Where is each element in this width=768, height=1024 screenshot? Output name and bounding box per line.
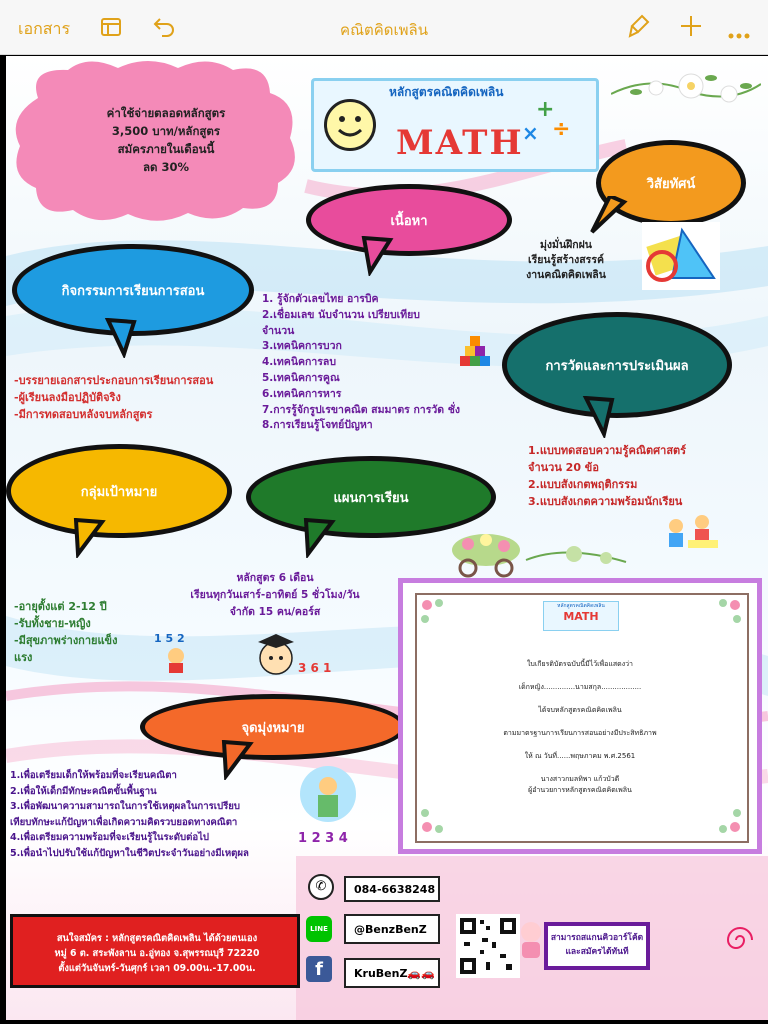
- corner-flower-icon: [417, 797, 457, 837]
- math-symbols-icon: ÷: [552, 117, 571, 142]
- math-banner: [311, 78, 599, 172]
- child-writing-icon: [296, 762, 360, 848]
- corner-flower-icon: [705, 595, 745, 635]
- activities-bubble-tail: [104, 318, 144, 358]
- plan-bubble-tail: [302, 518, 342, 558]
- banner-math-word: MATH: [396, 123, 524, 163]
- corner-flower-icon: [417, 595, 457, 635]
- goals-header: จุดมุ่งหมาย: [241, 720, 305, 736]
- document-canvas: [6, 56, 768, 1020]
- certificate-frame: [398, 578, 762, 854]
- add-icon[interactable]: [680, 15, 702, 41]
- target-bubble-tail: [72, 518, 112, 558]
- flower-decoration: [611, 64, 761, 114]
- evaluation-bubble-tail: [582, 396, 622, 438]
- graduate-cartoon-icon: [252, 622, 344, 684]
- svg-text:3 6 1: 3 6 1: [298, 661, 332, 675]
- content-bubble: [306, 184, 512, 256]
- corner-flower-icon: [705, 797, 745, 837]
- plan-header: แผนการเรียน: [333, 490, 409, 506]
- svg-text:1 2 3 4: 1 2 3 4: [298, 831, 348, 846]
- banner-title: หลักสูตรคณิตคิดเพลิน: [389, 85, 504, 99]
- certificate-mini-banner: [543, 601, 619, 631]
- content-bubble-tail: [360, 236, 400, 276]
- number-blocks-icon: [458, 326, 492, 370]
- facebook-name: KruBenZ🚗🚗: [344, 958, 440, 988]
- target-header: กลุ่มเป้าหมาย: [80, 484, 158, 500]
- apply-info-box: [10, 914, 300, 988]
- content-header: เนื้อหา: [390, 213, 428, 229]
- math-symbols-icon: +: [536, 97, 555, 122]
- more-icon[interactable]: [728, 24, 750, 43]
- line-id: @BenzBenZ: [344, 914, 440, 944]
- activities-text: -บรรยายเอกสารประกอบการเรียนการสอน -ผู้เรียนลงมือปฏิบัติจริง -มีการทดสอบหลังจบหลักสูตร: [14, 374, 214, 421]
- smiley-icon: [324, 99, 376, 151]
- qr-code[interactable]: [456, 914, 520, 978]
- plan-text: หลักสูตร 6 เดือน เรียนทุกวันเสาร์-อาทิตย์ 5 ชั่วโมง/วัน จำกัด 15 คน/คอร์ส: [190, 572, 360, 618]
- app-toolbar: [0, 0, 768, 55]
- evaluation-text: 1.แบบทดสอบความรู้คณิตศาสตร์ จำนวน 20 ข้อ 2.แบบสังเกตพฤติกรรม 3.แบบสังเกตความพร้อมนักเรียน: [528, 444, 687, 508]
- price-text: ค่าใช้จ่ายตลอดหลักสูตร 3,500 บาท/หลักสูตร สมัครภายในเดือนนี้ ลด 30%: [106, 106, 226, 174]
- facebook-icon: f: [306, 956, 332, 982]
- kids-reading-icon: [658, 510, 732, 558]
- vision-header: วิสัยทัศน์: [646, 176, 696, 192]
- goals-bubble: [140, 694, 406, 760]
- target-text: -อายุตั้งแต่ 2-12 ปี -รับทั้งชาย-หญิง -มีสุขภาพร่างกายแข็ง แรง: [14, 600, 118, 664]
- numbers-child-icon: [154, 630, 198, 674]
- qr-instruction-box: [544, 922, 650, 970]
- baby-cartoon-icon: [518, 918, 544, 962]
- flower-cart-decoration: [446, 524, 636, 580]
- format-brush-icon[interactable]: [628, 14, 650, 42]
- certificate-text: ใบเกียรติบัตรฉบับนี้มีไว้เพื่อแสดงว่า เด็กหญิง..............นามสกุล.................. ได้จบหลักสูตรคณิตคิดเพลิน ตามมาตรฐานการเรียนการสอนอย่างมีประสิทธิภาพ ให้ ณ วันที่......พฤษภาคม พ.ศ.2561 นางสาวกมลทิพา แก้วบัวดี ผู้อำนวยการหลักสูตรคณิตคิดเพลิน: [503, 660, 657, 794]
- math-symbols-icon: ×: [522, 121, 539, 145]
- document-title: คณิตคิดเพลิน: [340, 21, 428, 39]
- phone-icon: ✆: [308, 874, 334, 900]
- vision-bubble-tail: [590, 196, 630, 236]
- documents-back-button[interactable]: เอกสาร: [18, 19, 71, 38]
- apply-text: สนใจสมัคร : หลักสูตรคณิตคิดเพลิน ได้ด้วยตนเอง หมู่ 6 ต. สระพังลาน อ.อู่ทอง จ.สุพรรณบุรี 72220 ตั้งแต่วันจันทร์-วันศุกร์ เวลา 09.00น.-17.00น.: [54, 933, 260, 974]
- swirl-decoration: [718, 918, 762, 962]
- evaluation-header: การวัดและการประเมินผล: [545, 358, 689, 374]
- certificate-mini-title: หลักสูตรคณิตคิดเพลิน: [557, 603, 605, 609]
- phone-number: 084-6638248: [344, 876, 440, 902]
- certificate-mini-math: MATH: [563, 610, 599, 623]
- vision-text: มุ่งมั่นฝึกฝน เรียนรู้สร้างสรรค์ งานคณิตคิดเพลิน: [526, 239, 606, 281]
- goals-text: 1.เพื่อเตรียมเด็กให้พร้อมที่จะเรียนคณิตา 2.เพื่อให้เด็กมีทักษะคณิตขั้นพื้นฐาน 3.เพื่อพัฒนาความสามารถในการใช้เหตุผลในการเปรียบ เทียบทักษะแก้ปัญหาเพื่อเกิดความคิดรวบยอดทางคณิตา 4.เพื่อเตรียมความพร้อมที่จะเรียนรู้ในระดับต่อไป 5.เพื่อนำไปปรับใช้แก้ปัญหาในชีวิตประจำวันอย่างมีเหตุผล: [10, 770, 249, 859]
- content-list: 1. รู้จักตัวเลขไทย อารบิค 2.เชื่อมเลข นับจำนวน เปรียบเทียบ จำนวน 3.เทคนิคการบวก 4.เทคนิคการลบ 5.เทคนิคการคูณ 6.เทคนิคการหาร 7.การรู้จักรูปเรขาคณิต สมมาตร การวัด ชั่ง 8.การเรียนรู้โจทย์ปัญหา: [262, 293, 460, 432]
- geometry-tools-image: [642, 222, 720, 290]
- qr-instruction-text: สามารถสแกนคิวอาร์โค้ด และสมัครได้ทันที: [550, 933, 644, 957]
- target-bubble: [6, 444, 232, 538]
- svg-text:1 5 2: 1 5 2: [154, 632, 185, 645]
- activities-header: กิจกรรมการเรียนการสอน: [61, 283, 205, 299]
- line-icon: LINE: [306, 916, 332, 942]
